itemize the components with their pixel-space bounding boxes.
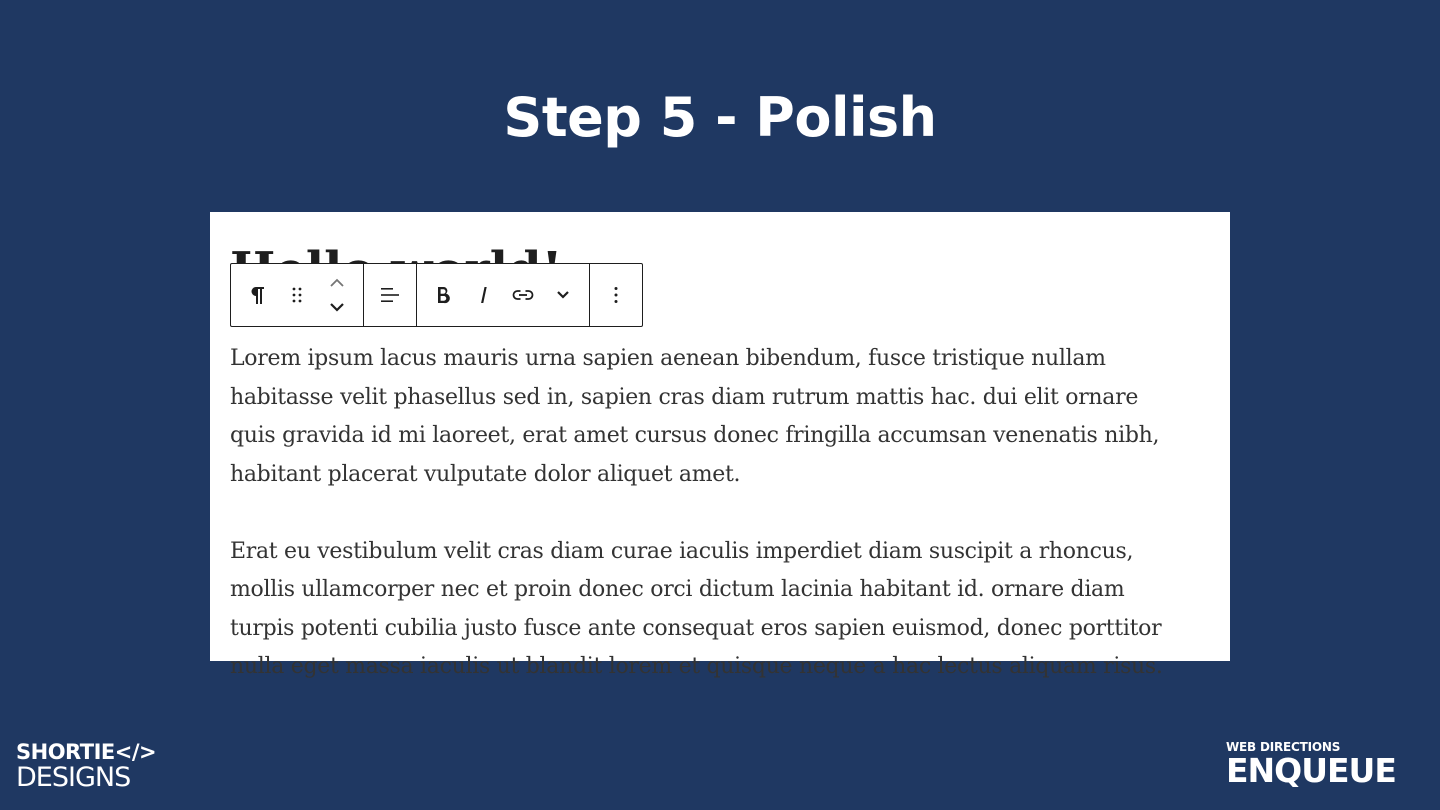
more-rich-text-button[interactable] [543,271,583,319]
bold-icon [431,283,455,307]
toolbar-group-block [231,264,363,326]
chevron-down-icon [327,300,347,314]
link-icon [510,283,536,307]
post-content [230,340,1190,725]
chevron-down-icon [553,288,573,302]
logo-line-1: WEB DIRECTIONS [1226,740,1341,754]
paragraph-block[interactable]: Erat eu vestibulum velit cras diam curae iaculis imperdiet diam suscipit a rhoncus, mollis ullamcorper nec et proin donec orci dictum lacinia habitant id. ornare diam turpis potenti cubilia justo fusce ante consequat eros sapien euismod, donec porttitor nulla eget massa iaculis ut blandit lorem et quisque neque a hac lectus aliquam risus. [230,538,1163,679]
drag-handle-icon [285,283,309,307]
block-type-button[interactable] [237,271,277,319]
toolbar-group-align [363,264,416,326]
align-button[interactable] [370,271,410,319]
toolbar-group-format [416,264,589,326]
move-up-button[interactable] [317,271,357,295]
block-toolbar [230,263,643,327]
drag-handle-button[interactable] [277,271,317,319]
link-button[interactable] [503,271,543,319]
logo-line-1: SHORTIE</> [16,740,157,764]
web-directions-enqueue-logo [1226,740,1416,792]
move-down-button[interactable] [317,295,357,319]
italic-button[interactable] [463,271,503,319]
italic-icon [471,283,495,307]
slide-title: Step 5 - Polish [503,86,937,149]
toolbar-group-options [589,264,642,326]
shortie-designs-logo [16,740,176,796]
block-mover [317,264,357,326]
logo-line-2: DESIGNS [16,762,131,793]
align-left-icon [378,283,402,307]
chevron-up-icon [327,276,347,290]
more-vertical-icon [604,283,628,307]
paragraph-block[interactable]: Lorem ipsum lacus mauris urna sapien aenean bibendum, fusce tristique nullam habitasse velit phasellus sed in, sapien cras diam rutrum mattis hac. dui elit ornare quis gravida id mi laoreet, erat amet cursus donec fringilla accumsan venenatis nibh, habitant placerat vulputate dolor aliquet amet. [230,346,1160,487]
pilcrow-icon [245,283,269,307]
logo-line-2: ENQUEUE [1226,751,1396,790]
bold-button[interactable] [423,271,463,319]
editor-canvas[interactable] [210,212,1230,679]
options-button[interactable] [596,271,636,319]
